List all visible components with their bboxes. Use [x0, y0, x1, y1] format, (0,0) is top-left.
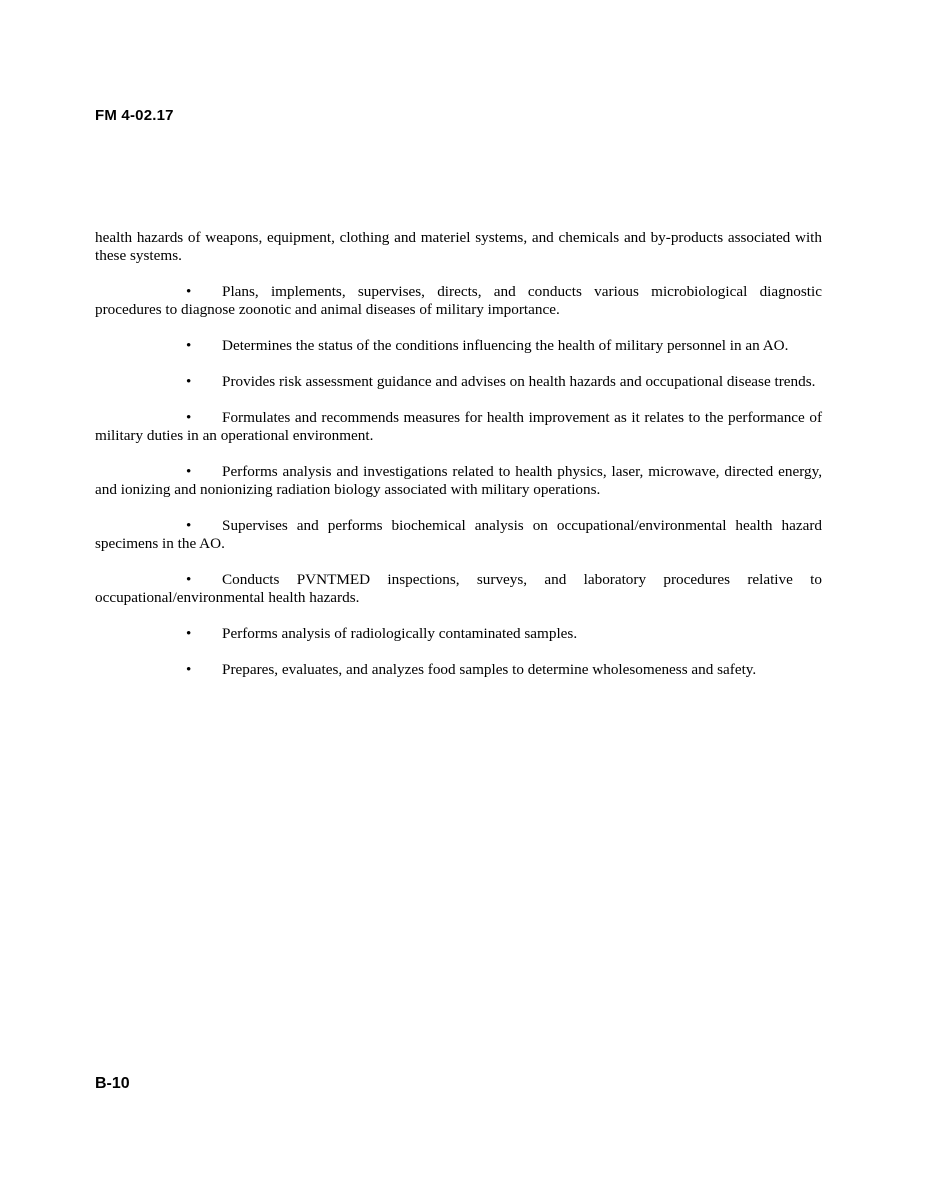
bullet-item	[95, 373, 822, 391]
bullet-dot: •	[186, 625, 192, 642]
bullet-item	[95, 409, 822, 445]
bullet-text: Performs analysis of radiologically contaminated samples.	[222, 625, 578, 642]
bullet-item	[95, 283, 822, 319]
bullet-item	[95, 463, 822, 499]
bullet-item	[95, 337, 822, 355]
bullet-text: Prepares, evaluates, and analyzes food samples to determine wholesomeness and safety.	[222, 661, 757, 678]
page-number: B-10	[95, 1075, 130, 1092]
bullet-dot: •	[186, 571, 192, 588]
body-text	[95, 229, 822, 697]
bullet-text: Determines the status of the conditions influencing the health of military personnel in an AO.	[222, 337, 789, 354]
bullet-text: Formulates and recommends measures for health improvement as it relates to the performance of military duties in an operational environment.	[95, 409, 822, 444]
bullet-dot: •	[186, 517, 192, 534]
bullet-text: Plans, implements, supervises, directs, and conducts various microbiological diagnostic procedures to diagnose zoonotic and animal diseases of military importance.	[95, 283, 822, 318]
page-header: FM 4-02.17	[95, 107, 174, 124]
intro-paragraph: health hazards of weapons, equipment, clothing and materiel systems, and chemicals and by-products associated with these systems.	[95, 229, 822, 264]
bullet-item	[95, 625, 822, 643]
bullet-dot: •	[186, 373, 192, 390]
bullet-text: Provides risk assessment guidance and advises on health hazards and occupational disease trends.	[222, 373, 816, 390]
bullet-item	[95, 571, 822, 607]
bullet-dot: •	[186, 409, 192, 426]
bullet-item	[95, 517, 822, 553]
bullet-text: Supervises and performs biochemical analysis on occupational/environmental health hazard specimens in the AO.	[95, 517, 822, 552]
bullet-dot: •	[186, 283, 192, 300]
bullet-dot: •	[186, 661, 192, 678]
bullet-text: Conducts PVNTMED inspections, surveys, and laboratory procedures relative to occupational/environmental health hazards.	[95, 571, 822, 606]
bullet-text: Performs analysis and investigations related to health physics, laser, microwave, directed energy, and ionizing and nonionizing radiation biology associated with military operations.	[95, 463, 822, 498]
bullet-item	[95, 661, 822, 679]
bullet-dot: •	[186, 463, 192, 480]
bullet-dot: •	[186, 337, 192, 354]
